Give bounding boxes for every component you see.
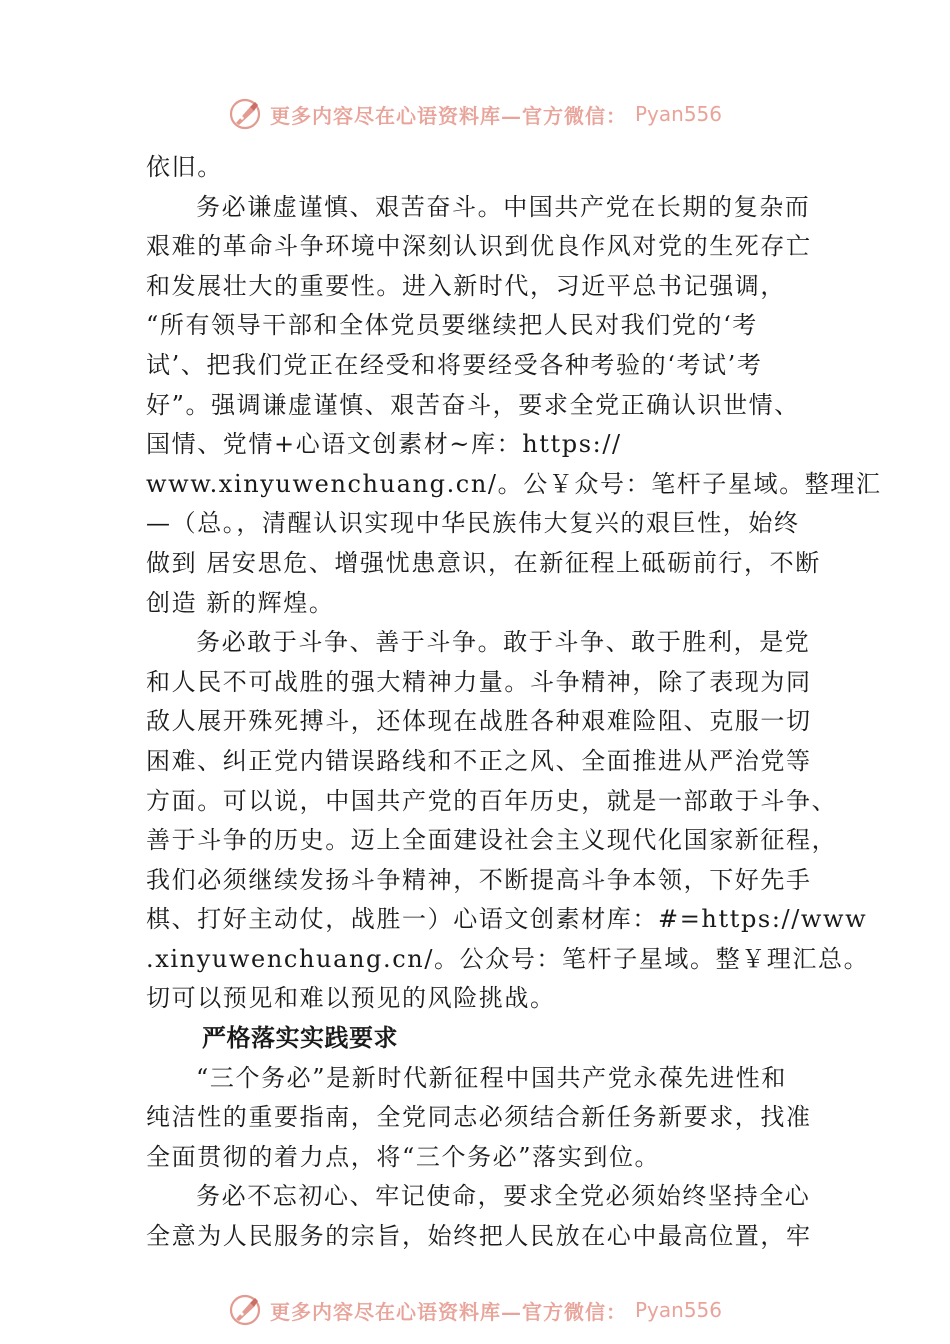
paragraph-start-line: 务必敢于斗争、善于斗争。敢于斗争、敢于胜利，是党 bbox=[196, 628, 811, 657]
text-line: 依旧。 bbox=[146, 153, 223, 181]
text-line: 国情、党情+心语文创素材~库：https:// bbox=[146, 430, 622, 459]
text-line: 和发展壮大的重要性。进入新时代，习近平总书记强调， bbox=[146, 271, 786, 300]
text-line: 和人民不可战胜的强大精神力量。斗争精神，除了表现为同 bbox=[146, 667, 812, 696]
document-body bbox=[146, 148, 882, 1257]
text-line: —（总。，清醒认识实现中华民族伟大复兴的艰巨性，始终 bbox=[146, 509, 800, 538]
text-line: 敌人展开殊死搏斗，还体现在战胜各种艰难险阻、克服一切 bbox=[146, 707, 812, 736]
text-line: 全意为人民服务的宗旨，始终把人民放在心中最高位置，牢 bbox=[146, 1222, 812, 1251]
text-line: 做到 居安思危、增强忧患意识，在新征程上砥砺前行，不断 bbox=[146, 548, 821, 577]
header-watermark bbox=[0, 94, 950, 134]
paragraph-start-line: 务必不忘初心、牢记使命，要求全党必须始终坚持全心 bbox=[196, 1182, 811, 1211]
text-line: 善于斗争的历史。迈上全面建设社会主义现代化国家新征程， bbox=[146, 826, 838, 855]
text-line: www.xinyuwenchuang.cn/。公￥众号：笔杆子星域。整理汇 bbox=[146, 469, 882, 498]
paragraph-start-line: 务必谦虚谨慎、艰苦奋斗。中国共产党在长期的复杂而 bbox=[196, 192, 811, 221]
watermark-text: 更多内容尽在心语资料库—官方微信： bbox=[269, 103, 627, 128]
footer-watermark bbox=[0, 1290, 950, 1330]
text-line: 好”。强调谦虚谨慎、艰苦奋斗，要求全党正确认识世情、 bbox=[146, 390, 800, 419]
text-line: 方面。可以说，中国共产党的百年历史，就是一部敢于斗争、 bbox=[146, 786, 838, 815]
watermark-text: 更多内容尽在心语资料库—官方微信： bbox=[269, 1299, 627, 1324]
text-line: 棋、打好主动仗，战胜一）心语文创素材库：#=https://www bbox=[146, 905, 868, 934]
text-line: .xinyuwenchuang.cn/。公众号：笔杆子星域。整￥理汇总。 bbox=[146, 944, 870, 973]
watermark-wechat-id: Pyan556 bbox=[634, 102, 722, 126]
text-line: 全面贯彻的着力点，将“三个务必”落实到位。 bbox=[146, 1142, 661, 1171]
text-line: 创造 新的辉煌。 bbox=[146, 588, 335, 617]
text-line: 切可以预见和难以预见的风险挑战。 bbox=[146, 984, 556, 1013]
section-heading: 严格落实实践要求 bbox=[202, 1024, 398, 1053]
pen-nib-logo-icon bbox=[228, 1293, 262, 1327]
text-line: 纯洁性的重要指南，全党同志必须结合新任务新要求，找准 bbox=[146, 1103, 812, 1132]
text-line: 艰难的革命斗争环境中深刻认识到优良作风对党的生死存亡 bbox=[146, 232, 812, 261]
watermark-wechat-id: Pyan556 bbox=[634, 1298, 722, 1322]
text-line: 困难、纠正党内错误路线和不正之风、全面推进从严治党等 bbox=[146, 746, 812, 775]
pen-nib-logo-icon bbox=[228, 97, 262, 131]
text-line: 试’、把我们党正在经受和将要经受各种考验的‘考试’考 bbox=[146, 350, 763, 379]
text-line: “所有领导干部和全体党员要继续把人民对我们党的‘考 bbox=[146, 311, 758, 340]
text-line: 我们必须继续发扬斗争精神，不断提高斗争本领，下好先手 bbox=[146, 865, 812, 894]
paragraph-start-line: “三个务必”是新时代新征程中国共产党永葆先进性和 bbox=[196, 1063, 787, 1092]
